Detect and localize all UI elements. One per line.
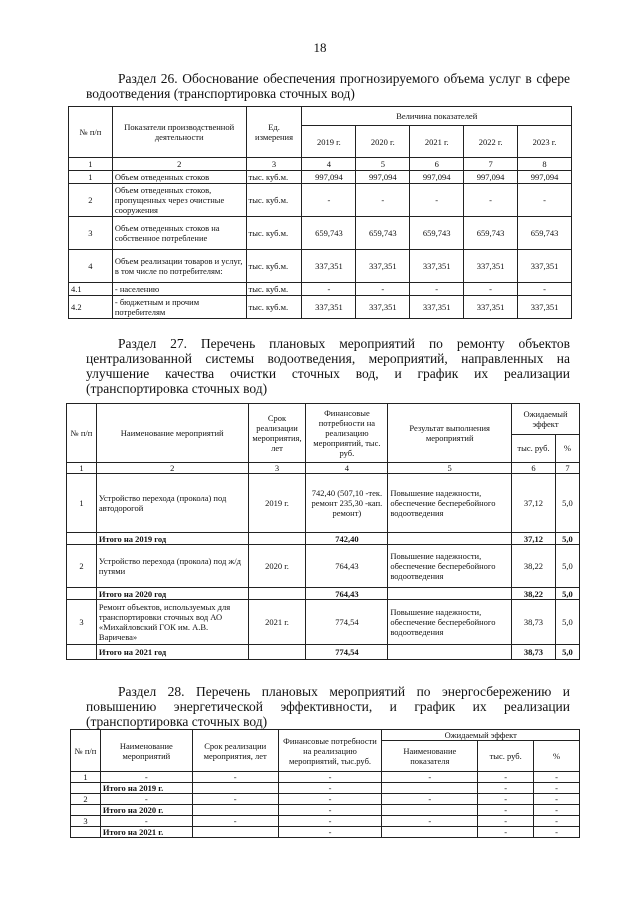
table-row [71, 816, 580, 827]
row-value: 337,351 [356, 250, 410, 283]
total-finance: 764,43 [306, 588, 388, 600]
total-row [71, 827, 580, 838]
row-name: - населению [112, 283, 246, 296]
row-num: 3 [67, 600, 97, 645]
total-empty [71, 783, 101, 794]
total-empty [192, 783, 278, 794]
row-num: 4.2 [69, 296, 113, 319]
row-finance: - [278, 816, 382, 827]
header-term: Срок реализации мероприятия, лет [248, 404, 306, 463]
total-label: Итого на 2019 г. [100, 783, 192, 794]
row-num: 2 [67, 545, 97, 588]
row-value: - [356, 283, 410, 296]
row-value: - [410, 283, 464, 296]
row-value: 659,743 [356, 217, 410, 250]
total-empty [248, 645, 306, 660]
row-unit: тыс. куб.м. [246, 217, 302, 250]
row-value: 337,351 [464, 296, 518, 319]
col-number: 4 [302, 158, 356, 171]
section-26-title: Раздел 26. Обоснование обеспечения прогнозируемого объема услуг в сфере водоотведения (транспортировка сточных вод) [86, 71, 570, 101]
row-name: - [100, 816, 192, 827]
col-number: 8 [518, 158, 572, 171]
row-value: 997,094 [464, 171, 518, 184]
row-value: 997,094 [410, 171, 464, 184]
header-name: Наименование мероприятий [96, 404, 248, 463]
header-indicator: Показатели производственной деятельности [112, 107, 246, 158]
total-pct: 5,0 [555, 645, 579, 660]
row-term: 2019 г. [248, 474, 306, 533]
row-effect-pct: 5,0 [555, 545, 579, 588]
row-rub: - [478, 794, 534, 805]
row-pct: - [534, 794, 580, 805]
header-finance: Финансовые потребности на реализацию мероприятий, тыс.руб. [278, 730, 382, 772]
col-number: 2 [112, 158, 246, 171]
header-finance: Финансовые потребности на реализацию мероприятий, тыс. руб. [306, 404, 388, 463]
row-value: 337,351 [302, 250, 356, 283]
row-indicator: - [382, 816, 478, 827]
col-number: 3 [246, 158, 302, 171]
total-pct: 5,0 [555, 588, 579, 600]
row-value: - [302, 283, 356, 296]
header-unit: Ед. измерения [246, 107, 302, 158]
row-finance: - [278, 772, 382, 783]
row-value: 337,351 [518, 296, 572, 319]
row-effect-rub: 37,12 [512, 474, 556, 533]
table-row [69, 171, 572, 184]
row-unit: тыс. куб.м. [246, 250, 302, 283]
col-number: 7 [555, 463, 579, 474]
row-name: Объем отведенных стоков [112, 171, 246, 184]
row-num: 4.1 [69, 283, 113, 296]
total-empty [71, 805, 101, 816]
row-result: Повышение надежности, обеспечение бесперебойного водоотведения [388, 474, 512, 533]
row-effect-pct: 5,0 [555, 600, 579, 645]
row-rub: - [478, 816, 534, 827]
total-empty [67, 533, 97, 545]
row-finance: 774,54 [306, 600, 388, 645]
section-27-table [66, 403, 580, 660]
total-rub: 38,22 [512, 588, 556, 600]
header-name: Наименование мероприятий [100, 730, 192, 772]
header-num: № п/п [69, 107, 113, 158]
row-indicator: - [382, 772, 478, 783]
table-row [69, 250, 572, 283]
row-value: 337,351 [302, 296, 356, 319]
row-name: - [100, 772, 192, 783]
row-term: 2021 г. [248, 600, 306, 645]
row-indicator: - [382, 794, 478, 805]
row-value: 337,351 [410, 250, 464, 283]
total-row [67, 645, 580, 660]
row-result: Повышение надежности, обеспечение бесперебойного водоотведения [388, 600, 512, 645]
header-num: № п/п [67, 404, 97, 463]
row-effect-pct: 5,0 [555, 474, 579, 533]
row-name: Объем отведенных стоков на собственное потребление [112, 217, 246, 250]
total-rub: - [478, 827, 534, 838]
row-value: - [464, 283, 518, 296]
table-row [69, 296, 572, 319]
total-row [67, 533, 580, 545]
row-finance: 764,43 [306, 545, 388, 588]
header-rub: тыс. руб. [478, 741, 534, 772]
row-value: 659,743 [302, 217, 356, 250]
row-num: 4 [69, 250, 113, 283]
table-row [69, 217, 572, 250]
row-name: Ремонт объектов, используемых для транспортировки сточных вод АО «Михайловский ГОК им. А.В. Варичева» [96, 600, 248, 645]
col-number: 3 [248, 463, 306, 474]
col-number: 1 [67, 463, 97, 474]
section-27-title: Раздел 27. Перечень плановых мероприятий по ремонту объектов централизованной системы водоотведения, мероприятий, направленных на улучшение качества очистки сточных вод, и график их реализации (транспортировка сточных вод) [86, 336, 570, 396]
row-value: - [302, 184, 356, 217]
row-pct: - [534, 816, 580, 827]
total-rub: - [478, 783, 534, 794]
section-26-table [68, 106, 572, 319]
total-empty [388, 645, 512, 660]
total-rub: 38,73 [512, 645, 556, 660]
total-empty [382, 805, 478, 816]
total-pct: - [534, 783, 580, 794]
header-year: 2020 г. [356, 126, 410, 158]
total-rub: - [478, 805, 534, 816]
table-row [67, 474, 580, 533]
row-num: 1 [71, 772, 101, 783]
row-num: 2 [71, 794, 101, 805]
total-empty [388, 588, 512, 600]
row-value: 337,351 [518, 250, 572, 283]
header-year: 2023 г. [518, 126, 572, 158]
col-number: 4 [306, 463, 388, 474]
col-number: 5 [356, 158, 410, 171]
header-result: Результат выполнения мероприятий [388, 404, 512, 463]
col-number: 6 [410, 158, 464, 171]
row-name: Устройство перехода (прокола) под автодорогой [96, 474, 248, 533]
total-rub: 37,12 [512, 533, 556, 545]
table-row [71, 772, 580, 783]
row-value: 659,743 [518, 217, 572, 250]
section-28-title: Раздел 28. Перечень плановых мероприятий по энергосбережению и повышению энергетической эффективности, и график их реализации (транспортировка сточных вод) [86, 684, 570, 729]
total-finance: - [278, 805, 382, 816]
row-value: 659,743 [410, 217, 464, 250]
row-num: 3 [71, 816, 101, 827]
row-unit: тыс. куб.м. [246, 184, 302, 217]
col-number: 2 [96, 463, 248, 474]
row-value: - [464, 184, 518, 217]
total-label: Итого на 2020 г. [100, 805, 192, 816]
total-finance: 742,40 [306, 533, 388, 545]
row-name: - [100, 794, 192, 805]
row-value: 997,094 [518, 171, 572, 184]
row-effect-rub: 38,22 [512, 545, 556, 588]
total-pct: - [534, 827, 580, 838]
row-value: 997,094 [356, 171, 410, 184]
table-row [67, 600, 580, 645]
total-empty [382, 783, 478, 794]
row-unit: тыс. куб.м. [246, 296, 302, 319]
row-term: - [192, 816, 278, 827]
total-empty [382, 827, 478, 838]
row-term: - [192, 794, 278, 805]
table-row [69, 184, 572, 217]
total-empty [192, 805, 278, 816]
table-row [67, 545, 580, 588]
total-pct: - [534, 805, 580, 816]
row-unit: тыс. куб.м. [246, 171, 302, 184]
header-values: Величина показателей [302, 107, 572, 126]
row-rub: - [478, 772, 534, 783]
total-empty [192, 827, 278, 838]
total-empty [388, 533, 512, 545]
row-num: 1 [67, 474, 97, 533]
header-num: № п/п [71, 730, 101, 772]
row-value: 997,094 [302, 171, 356, 184]
row-name: Устройство перехода (прокола) под ж/д путями [96, 545, 248, 588]
row-value: - [518, 184, 572, 217]
row-num: 3 [69, 217, 113, 250]
row-value: 659,743 [464, 217, 518, 250]
total-finance: 774,54 [306, 645, 388, 660]
header-term: Срок реализации мероприятия, лет [192, 730, 278, 772]
total-empty [67, 645, 97, 660]
header-year: 2021 г. [410, 126, 464, 158]
header-effect: Ожидаемый эффект [382, 730, 580, 741]
col-number: 1 [69, 158, 113, 171]
row-num: 1 [69, 171, 113, 184]
row-value: 337,351 [356, 296, 410, 319]
header-year: 2019 г. [302, 126, 356, 158]
total-row [71, 805, 580, 816]
row-value: - [518, 283, 572, 296]
header-effect-rub: тыс. руб. [512, 434, 556, 462]
row-term: 2020 г. [248, 545, 306, 588]
total-label: Итого на 2021 год [96, 645, 248, 660]
header-indicator: Наименование показателя [382, 741, 478, 772]
row-value: 337,351 [464, 250, 518, 283]
total-empty [71, 827, 101, 838]
total-label: Итого на 2020 год [96, 588, 248, 600]
row-effect-rub: 38,73 [512, 600, 556, 645]
col-number: 7 [464, 158, 518, 171]
total-row [71, 783, 580, 794]
row-value: 337,351 [410, 296, 464, 319]
row-value: - [410, 184, 464, 217]
row-pct: - [534, 772, 580, 783]
total-empty [67, 588, 97, 600]
row-finance: - [278, 794, 382, 805]
row-finance: 742,40 (507,10 -тек. ремонт 235,30 -кап. ремонт) [306, 474, 388, 533]
table-row [69, 283, 572, 296]
row-unit: тыс. куб.м. [246, 283, 302, 296]
row-name: Объем реализации товаров и услуг, в том числе по потребителям: [112, 250, 246, 283]
total-empty [248, 588, 306, 600]
total-label: Итого на 2019 год [96, 533, 248, 545]
section-28-table [70, 729, 580, 838]
header-effect: Ожидаемый эффект [512, 404, 580, 435]
row-name: Объем отведенных стоков, пропущенных через очистные сооружения [112, 184, 246, 217]
total-row [67, 588, 580, 600]
header-pct: % [534, 741, 580, 772]
header-year: 2022 г. [464, 126, 518, 158]
header-effect-pct: % [555, 434, 579, 462]
col-number: 6 [512, 463, 556, 474]
row-term: - [192, 772, 278, 783]
table-row [71, 794, 580, 805]
page-number: 18 [313, 40, 327, 55]
row-num: 2 [69, 184, 113, 217]
total-label: Итого на 2021 г. [100, 827, 192, 838]
total-empty [248, 533, 306, 545]
total-finance: - [278, 827, 382, 838]
row-name: - бюджетным и прочим потребителям [112, 296, 246, 319]
row-value: - [356, 184, 410, 217]
total-pct: 5,0 [555, 533, 579, 545]
row-result: Повышение надежности, обеспечение бесперебойного водоотведения [388, 545, 512, 588]
total-finance: - [278, 783, 382, 794]
col-number: 5 [388, 463, 512, 474]
